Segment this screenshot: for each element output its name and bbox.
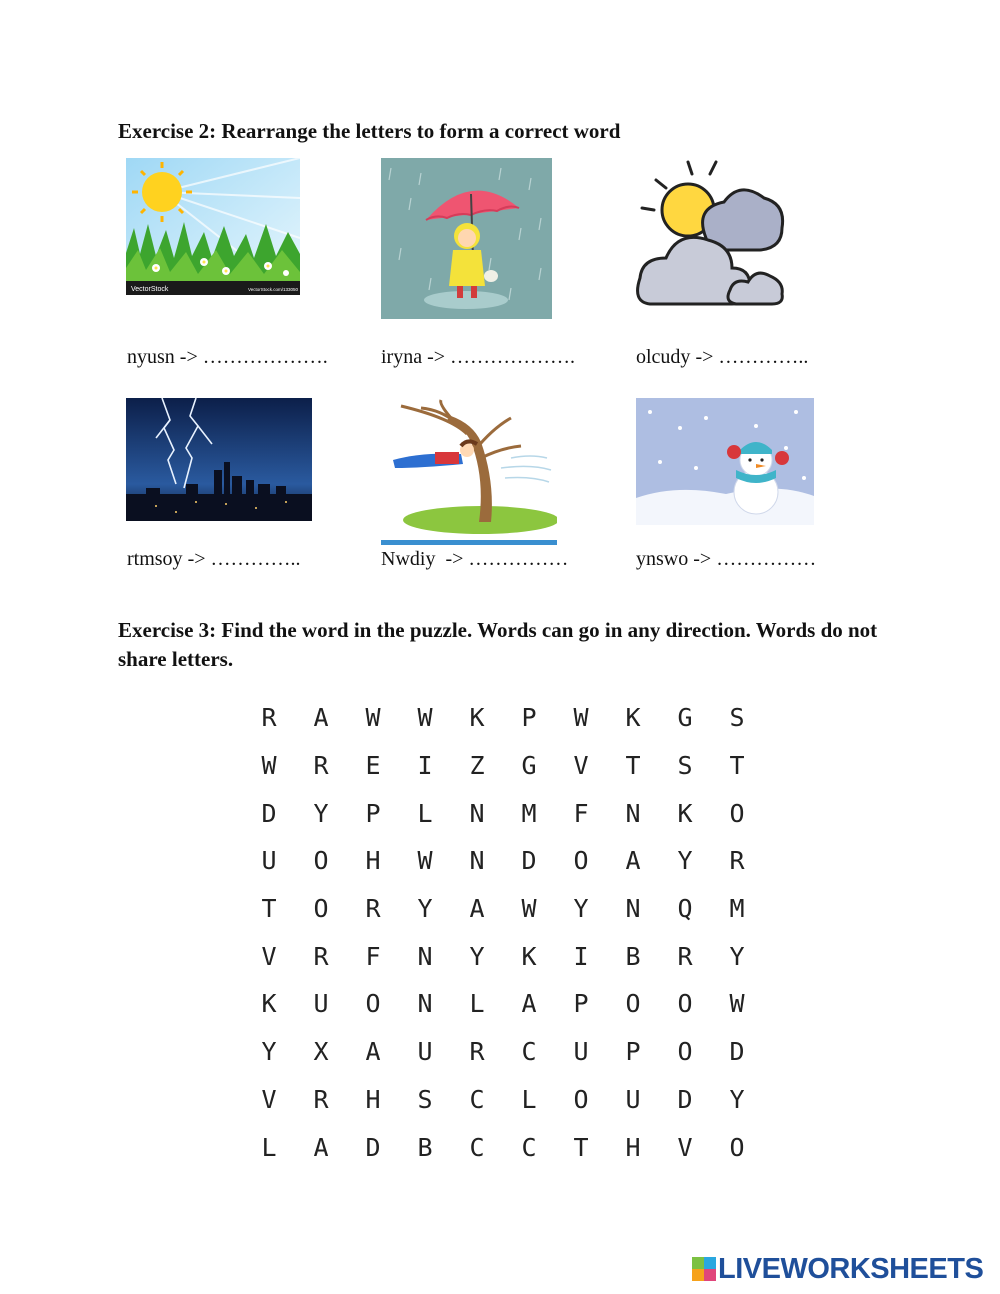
exercise3-title: Exercise 3: Find the word in the puzzle. Words can go in any direction. Words do not share letters. xyxy=(118,618,878,671)
grid-letter[interactable]: U xyxy=(573,1037,589,1067)
grid-letter[interactable]: R xyxy=(677,941,693,971)
grid-letter[interactable]: D xyxy=(677,1084,693,1114)
grid-letter[interactable]: T xyxy=(625,751,641,781)
answer-blank[interactable]: ………………. xyxy=(202,346,328,368)
grid-letter[interactable]: R xyxy=(469,1037,485,1067)
grid-letter[interactable]: F xyxy=(365,941,381,971)
grid-letter[interactable]: M xyxy=(521,798,537,828)
grid-letter[interactable]: C xyxy=(521,1132,537,1162)
grid-letter[interactable]: P xyxy=(521,703,537,733)
grid-letter[interactable]: A xyxy=(521,989,537,1019)
grid-letter[interactable]: L xyxy=(469,989,485,1019)
grid-letter[interactable]: P xyxy=(365,798,381,828)
grid-letter[interactable]: Z xyxy=(469,751,485,781)
grid-letter[interactable]: H xyxy=(365,1084,381,1114)
grid-letter[interactable]: V xyxy=(261,1084,277,1114)
prompt-6 xyxy=(636,548,816,571)
grid-letter[interactable]: R xyxy=(313,751,329,781)
grid-letter[interactable]: Y xyxy=(677,846,693,876)
grid-letter[interactable]: F xyxy=(573,798,589,828)
grid-letter[interactable]: L xyxy=(521,1084,537,1114)
grid-letter[interactable]: G xyxy=(677,703,693,733)
prompt-1 xyxy=(127,346,328,369)
grid-letter[interactable]: W xyxy=(417,846,433,876)
grid-letter[interactable]: W xyxy=(417,703,433,733)
grid-letter[interactable]: C xyxy=(521,1037,537,1067)
grid-letter[interactable]: O xyxy=(677,1037,693,1067)
grid-letter[interactable]: P xyxy=(573,989,589,1019)
grid-letter[interactable]: S xyxy=(677,751,693,781)
grid-letter[interactable]: A xyxy=(469,894,485,924)
grid-letter[interactable]: O xyxy=(313,894,329,924)
exercise2-title: Exercise 2: Rearrange the letters to form a correct word xyxy=(118,119,621,143)
arrow: -> xyxy=(187,548,206,570)
grid-letter[interactable]: U xyxy=(313,989,329,1019)
word-search-grid xyxy=(243,694,763,1171)
grid-letter[interactable]: H xyxy=(625,1132,641,1162)
grid-letter[interactable]: D xyxy=(365,1132,381,1162)
scrambled-word: nyusn xyxy=(127,346,175,368)
grid-letter[interactable]: P xyxy=(625,1037,641,1067)
grid-letter[interactable]: V xyxy=(261,941,277,971)
grid-letter[interactable]: X xyxy=(313,1037,329,1067)
grid-letter[interactable]: W xyxy=(729,989,745,1019)
grid-letter[interactable]: L xyxy=(261,1132,277,1162)
grid-letter[interactable]: Y xyxy=(261,1037,277,1067)
grid-letter[interactable]: K xyxy=(469,703,485,733)
windy-image xyxy=(381,398,557,545)
grid-letter[interactable]: V xyxy=(677,1132,693,1162)
grid-letter[interactable]: A xyxy=(365,1037,381,1067)
grid-letter[interactable]: Y xyxy=(417,894,433,924)
grid-letter[interactable]: K xyxy=(261,989,277,1019)
grid-letter[interactable]: A xyxy=(313,1132,329,1162)
scrambled-word: ynswo xyxy=(636,548,689,570)
grid-letter[interactable]: O xyxy=(625,989,641,1019)
grid-letter[interactable]: Y xyxy=(313,798,329,828)
grid-letter[interactable]: N xyxy=(469,798,485,828)
arrow: -> xyxy=(427,346,446,368)
rainy-image xyxy=(381,158,552,319)
liveworksheets-logo xyxy=(692,1251,983,1287)
grid-letter[interactable]: O xyxy=(573,1084,589,1114)
answer-blank[interactable]: …………… xyxy=(468,548,569,570)
grid-letter[interactable]: R xyxy=(261,703,277,733)
grid-letter[interactable]: R xyxy=(313,941,329,971)
scrambled-word: iryna xyxy=(381,346,423,368)
grid-letter[interactable]: Y xyxy=(469,941,485,971)
grid-letter[interactable]: T xyxy=(729,751,745,781)
answer-blank[interactable]: …………… xyxy=(716,548,817,570)
grid-letter[interactable]: R xyxy=(313,1084,329,1114)
prompt-3 xyxy=(636,346,808,369)
grid-letter[interactable]: A xyxy=(313,703,329,733)
grid-letter[interactable]: N xyxy=(625,798,641,828)
answer-blank[interactable]: ………………. xyxy=(450,346,576,368)
grid-letter[interactable]: Q xyxy=(677,894,693,924)
liveworksheets-mark-icon xyxy=(692,1257,716,1281)
grid-letter[interactable]: N xyxy=(417,989,433,1019)
grid-letter[interactable]: D xyxy=(729,1037,745,1067)
grid-letter[interactable]: B xyxy=(625,941,641,971)
grid-letter[interactable]: T xyxy=(573,1132,589,1162)
grid-letter[interactable]: Y xyxy=(573,894,589,924)
grid-letter[interactable]: N xyxy=(625,894,641,924)
grid-letter[interactable]: O xyxy=(365,989,381,1019)
grid-letter[interactable]: S xyxy=(417,1084,433,1114)
grid-letter[interactable]: N xyxy=(469,846,485,876)
grid-letter[interactable]: U xyxy=(417,1037,433,1067)
grid-letter[interactable]: O xyxy=(677,989,693,1019)
grid-letter[interactable]: U xyxy=(261,846,277,876)
grid-letter[interactable]: E xyxy=(365,751,381,781)
scrambled-word: rtmsoy xyxy=(127,548,183,570)
cloudy-image xyxy=(636,158,788,310)
answer-blank[interactable]: ………….. xyxy=(718,346,809,368)
logo-text: LIVEWORKSHEETS xyxy=(718,1252,984,1285)
prompt-4 xyxy=(127,548,301,571)
grid-letter[interactable]: A xyxy=(625,846,641,876)
grid-letter[interactable]: N xyxy=(417,941,433,971)
grid-letter[interactable]: I xyxy=(573,941,589,971)
grid-letter[interactable]: Y xyxy=(729,1084,745,1114)
grid-letter[interactable]: W xyxy=(261,751,277,781)
grid-letter[interactable]: V xyxy=(573,751,589,781)
grid-letter[interactable]: S xyxy=(729,703,745,733)
sunny-caption-right: VectorStock.com/133050 xyxy=(248,287,299,292)
scrambled-word: olcudy xyxy=(636,346,691,368)
scrambled-word: Nwdiy xyxy=(381,548,441,570)
grid-letter[interactable]: O xyxy=(729,798,745,828)
grid-letter[interactable]: O xyxy=(313,846,329,876)
grid-letter[interactable]: W xyxy=(521,894,537,924)
grid-letter[interactable]: R xyxy=(729,846,745,876)
grid-letter[interactable]: R xyxy=(365,894,381,924)
grid-letter[interactable]: C xyxy=(469,1132,485,1162)
arrow: -> xyxy=(693,548,712,570)
grid-letter[interactable]: H xyxy=(365,846,381,876)
arrow: -> xyxy=(179,346,198,368)
answer-blank[interactable]: ………….. xyxy=(210,548,301,570)
grid-letter[interactable]: U xyxy=(625,1084,641,1114)
grid-letter[interactable]: O xyxy=(729,1132,745,1162)
grid-letter[interactable]: K xyxy=(625,703,641,733)
grid-letter[interactable]: G xyxy=(521,751,537,781)
sunny-scene-image xyxy=(126,158,300,295)
grid-letter[interactable]: Y xyxy=(729,941,745,971)
prompt-2 xyxy=(381,346,575,369)
grid-letter[interactable]: B xyxy=(417,1132,433,1162)
grid-letter[interactable]: C xyxy=(469,1084,485,1114)
snowy-image xyxy=(636,398,814,525)
grid-letter[interactable]: O xyxy=(573,846,589,876)
grid-letter[interactable]: T xyxy=(261,894,277,924)
grid-letter[interactable]: W xyxy=(573,703,589,733)
grid-letter[interactable]: L xyxy=(417,798,433,828)
stormy-image xyxy=(126,398,312,521)
arrow: -> xyxy=(445,548,464,570)
grid-letter[interactable]: K xyxy=(521,941,537,971)
prompt-5 xyxy=(381,548,568,571)
sunny-caption-left: VectorStock xyxy=(131,286,169,293)
grid-letter[interactable]: D xyxy=(261,798,277,828)
grid-letter[interactable]: D xyxy=(521,846,537,876)
grid-letter[interactable]: I xyxy=(417,751,433,781)
grid-letter[interactable]: M xyxy=(729,894,745,924)
grid-letter[interactable]: W xyxy=(365,703,381,733)
grid-letter[interactable]: K xyxy=(677,798,693,828)
arrow: -> xyxy=(695,346,714,368)
